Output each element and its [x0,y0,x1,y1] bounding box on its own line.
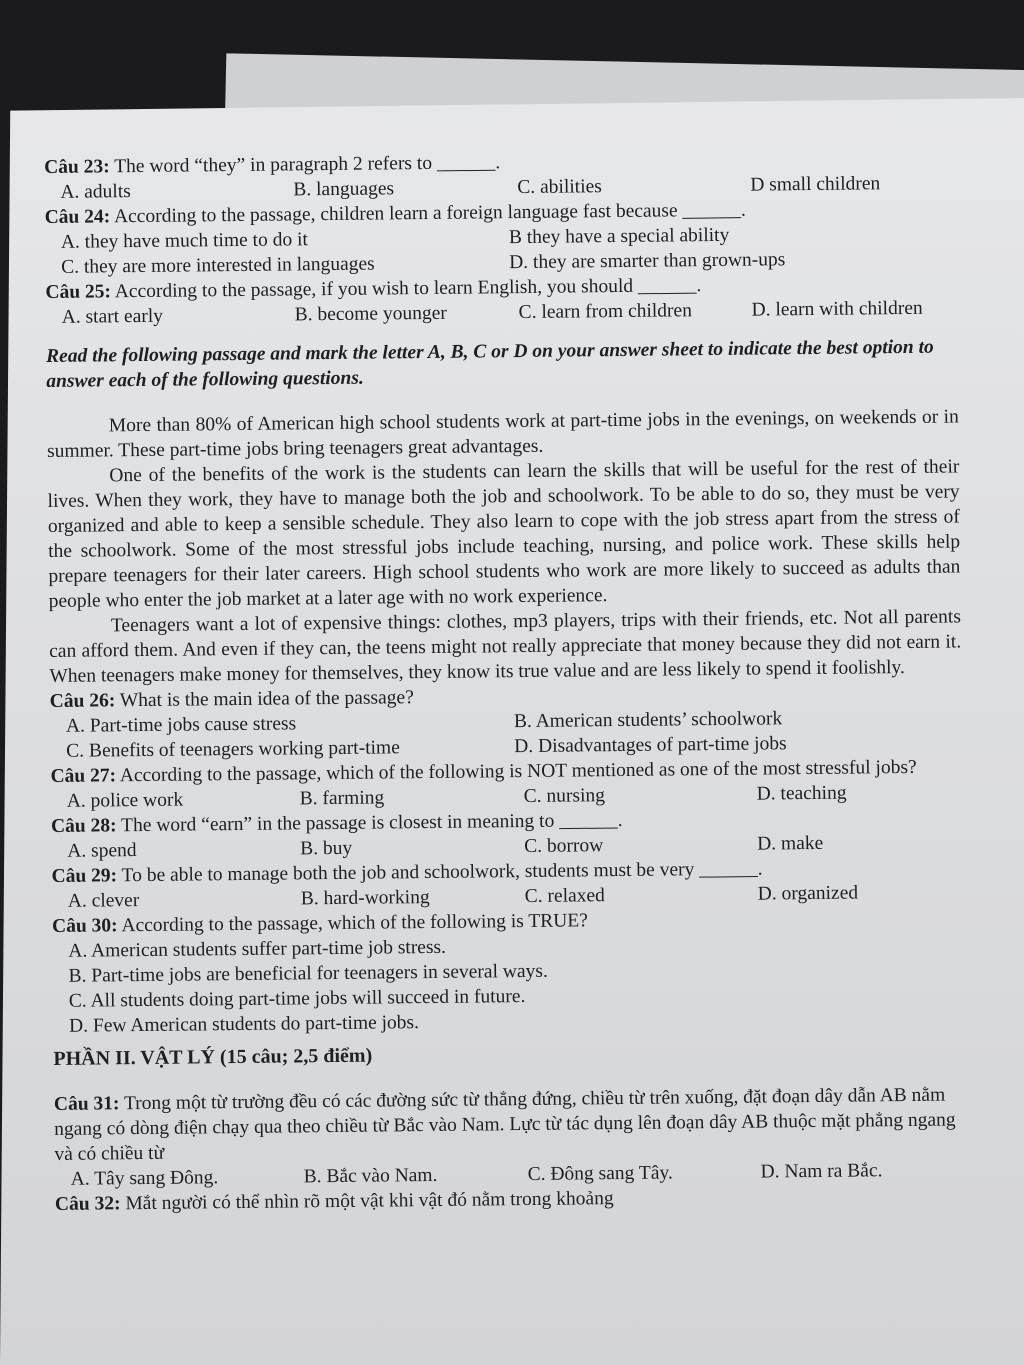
option-selected[interactable]: B they have a special ability [508,224,730,249]
reading-instruction: Read the following passage and mark the letter A, B, C or D on your answer sheet to indicate the best option to answer each of the following questions. [46,336,934,392]
option-selected[interactable]: B. buy [300,837,353,859]
question-27: Câu 27: According to the passage, which of the following is NOT mentioned as one of the most stressful jobs? [50,756,917,787]
option[interactable]: B. farming [299,786,385,809]
option[interactable]: D. learn with children [751,297,923,321]
option[interactable]: D. teaching [756,782,847,805]
option[interactable]: A. adults [60,181,131,203]
question-23: Câu 23: The word “they” in paragraph 2 refers to ______. [44,152,501,178]
exam-content [44,145,967,1216]
option[interactable]: D. Disadvantages of part-time jobs [514,732,787,757]
passage-paragraph-1: More than 80% of American high school students work at part-time jobs in the evenings, on weekends or in summer. These part-time jobs bring teenagers great advantages. [46,405,959,462]
question-32: Câu 32: Mắt người có thể nhìn rõ một vật khi vật đó nằm trong khoảng [54,1187,614,1215]
option[interactable]: A. spend [67,839,137,862]
option[interactable]: B. Bắc vào Nam. [303,1164,438,1187]
option[interactable]: B. languages [293,178,395,201]
option[interactable]: B. become younger [294,302,447,326]
question-30-options [68,929,965,1038]
option[interactable]: A. clever [67,889,140,912]
option[interactable]: C. learn from children [518,300,693,324]
option[interactable]: D. make [757,832,824,855]
option[interactable]: C. All students doing part-time jobs will succeed in future. [68,985,526,1012]
option-selected[interactable]: A. police work [66,789,184,812]
option[interactable]: C. relaxed [524,884,605,907]
option[interactable]: D. they are smarter than grown-ups [509,249,786,274]
option-selected[interactable]: C. Benefits of teenagers working part-time [66,736,400,762]
option[interactable]: C. borrow [524,834,604,857]
option[interactable]: B. hard-working [300,886,430,909]
option-selected[interactable]: D. organized [757,882,859,905]
question-25: Câu 25: According to the passage, if you wish to learn English, you should ______. [45,275,702,303]
option-selected[interactable]: D small children [750,173,881,196]
question-26: Câu 26: What is the main idea of the passage? [49,686,414,712]
question-29: Câu 29: To be able to manage both the job and schoolwork, students must be very ______. [51,858,763,887]
question-28: Câu 28: The word “earn” in the passage is closest in meaning to ______. [50,809,623,837]
option[interactable]: D. Nam ra Bắc. [760,1159,883,1183]
section-title: PHẦN II. VẬT LÝ (15 câu; 2,5 điểm) [53,1044,373,1070]
passage-paragraph-2: One of the benefits of the work is the students can learn the skills that will be useful for the rest of their lives. When they work, they have to manage both the job and schoolwork. To be able to do so, they must be very organized and able to keep a sensible schedule. They also learn to cope with the job stress apart from the stress of the schoolwork. Some of the most stressful jobs include teaching, nursing, and police work. These skills help prepare teenagers for their later careers. High school students who work are more likely to succeed as adults than people who enter the job market at a later age with no work experience. [47,455,961,612]
option[interactable]: A. Part-time jobs cause stress [65,712,297,737]
question-31: Câu 31: Trong một từ trường đều có các đường sức từ thẳng đứng, chiều từ trên xuống, đặt đoạn dây dẫn AB nằm ngang có dòng điện chạy qua theo chiều từ Bắc vào Nam. Lực từ tác dụng lên đoạn dây AB thuộc mặt phẳng ngang và có chiều từ [53,1084,956,1165]
option[interactable]: B. American students’ schoolwork [513,707,783,732]
passage-paragraph-3: Teenagers want a lot of expensive things: clothes, mp3 players, trips with their friends, etc. Not all parents can afford them. And even if they can, the teens might not really appreciate that money because they did not earn it. When teenagers make money for themselves, they know its true value and are less likely to spend it foolishly. [49,605,962,687]
question-24: Câu 24: According to the passage, children learn a foreign language fast because ______. [44,199,746,228]
option[interactable]: A. start early [61,305,164,328]
question-30: Câu 30: According to the passage, which of the following is TRUE? [51,909,588,937]
option[interactable]: C. Đông sang Tây. [527,1161,673,1185]
option[interactable]: D. Few American students do part-time jobs. [69,1011,420,1037]
option[interactable]: A. they have much time to do it [60,229,308,253]
option[interactable]: C. abilities [517,176,602,199]
option-selected[interactable]: A. Tây sang Đông. [70,1166,219,1190]
option-selected[interactable]: B. Part-time jobs are beneficial for teenagers in several ways. [68,960,548,987]
option[interactable]: C. nursing [523,784,606,807]
option[interactable]: C. they are more interested in languages [61,253,375,278]
option[interactable]: A. American students suffer part-time job stress. [68,936,447,962]
